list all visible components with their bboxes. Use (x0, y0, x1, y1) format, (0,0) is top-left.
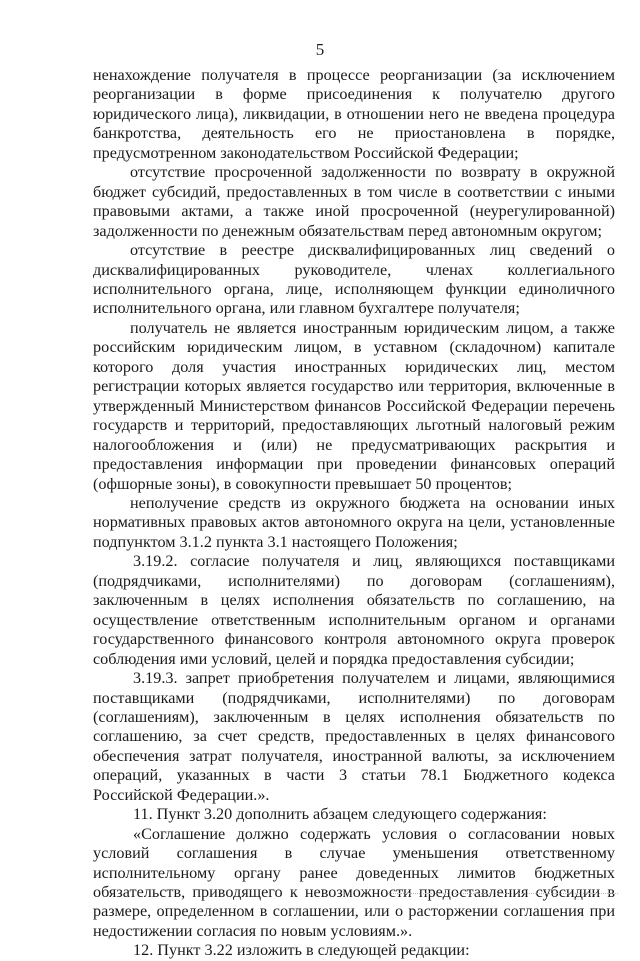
page-number: 5 (315, 40, 325, 59)
paragraph-foreign-entity: получатель не является иностранным юридическим лицом, а также российским юридическим лицом, в уставном (складочном) капитале которого доля участия иностранных юридических лиц, местом регистрации которых является государство или территория, включенные в утвержденный Министерством финансов Российской Федерации перечень государств и территорий, предоставляющих льготный налоговый режим налогообложения и (или) не предусматривающих раскрытия и предоставления информации при проведении финансовых операций (офшорные зоны), в совокупности превышает 50 процентов; (93, 318, 615, 493)
document-body (93, 66, 615, 961)
paragraph-item-11: 11. Пункт 3.20 дополнить абзацем следующего содержания: (133, 805, 547, 824)
paragraph-3-19-3: 3.19.3. запрет приобретения получателем и лицами, являющимися поставщиками (подрядчиками, исполнителями) по договорам (соглашениям), заключенным в целях исполнения обязательств по соглашению, за счет средств, предоставленных в целях финансового обеспечения затрат получателя, иностранной валюты, за исключением операций, указанных в части 3 статьи 78.1 Бюджетного кодекса Российской Федерации.». (93, 669, 615, 804)
paragraph-reorganization: ненахождение получателя в процессе реорганизации (за исключением реорганизации в форме присоединения к получателю другого юридического лица), ликвидации, в отношении него не введена процедура банкротства, деятельность его не приостановлена в порядке, предусмотренном законодательством Российской Федерации; (93, 66, 615, 162)
paragraph-agreement-quote: «Соглашение должно содержать условия о согласовании новых условий соглашения в случае уменьшения ответственному исполнительному органу ранее доведенных лимитов бюджетных обязательств, приводящего к невозможности предоставления субсидии в размере, определенном в соглашении, или о расторжении соглашения при недостижении согласия по новым условиям.». (93, 824, 615, 940)
paragraph-item-12: 12. Пункт 3.22 изложить в следующей редакции: (133, 941, 470, 960)
paragraph-no-other-funds: неполучение средств из окружного бюджета на основании иных нормативных правовых актов автономного округа на цели, установленные подпунктом 3.1.2 пункта 3.1 настоящего Положения; (93, 493, 615, 551)
scan-artifact (388, 893, 618, 896)
paragraph-disqualified-persons: отсутствие в реестре дисквалифицированных лиц сведений о дисквалифицированных руководителе, членах коллегиального исполнительного органа, лице, исполняющем функции единоличного исполнительного органа, или главном бухгалтере получателя; (93, 241, 615, 318)
paragraph-no-overdue-debt: отсутствие просроченной задолженности по возврату в окружной бюджет субсидий, предоставленных в том числе в соответствии с иными правовыми актами, а также иной просроченной (неурегулированной) задолженности по денежным обязательствам перед автономным округом; (93, 163, 615, 240)
paragraph-3-19-2: 3.19.2. согласие получателя и лиц, являющихся поставщиками (подрядчиками, исполнителями) по договорам (соглашениям), заключенным в целях исполнения обязательств по соглашению, на осуществление ответственным исполнительным органом и органами государственного финансового контроля автономного округа проверок соблюдения ими условий, целей и порядка предоставления субсидии; (93, 552, 615, 668)
